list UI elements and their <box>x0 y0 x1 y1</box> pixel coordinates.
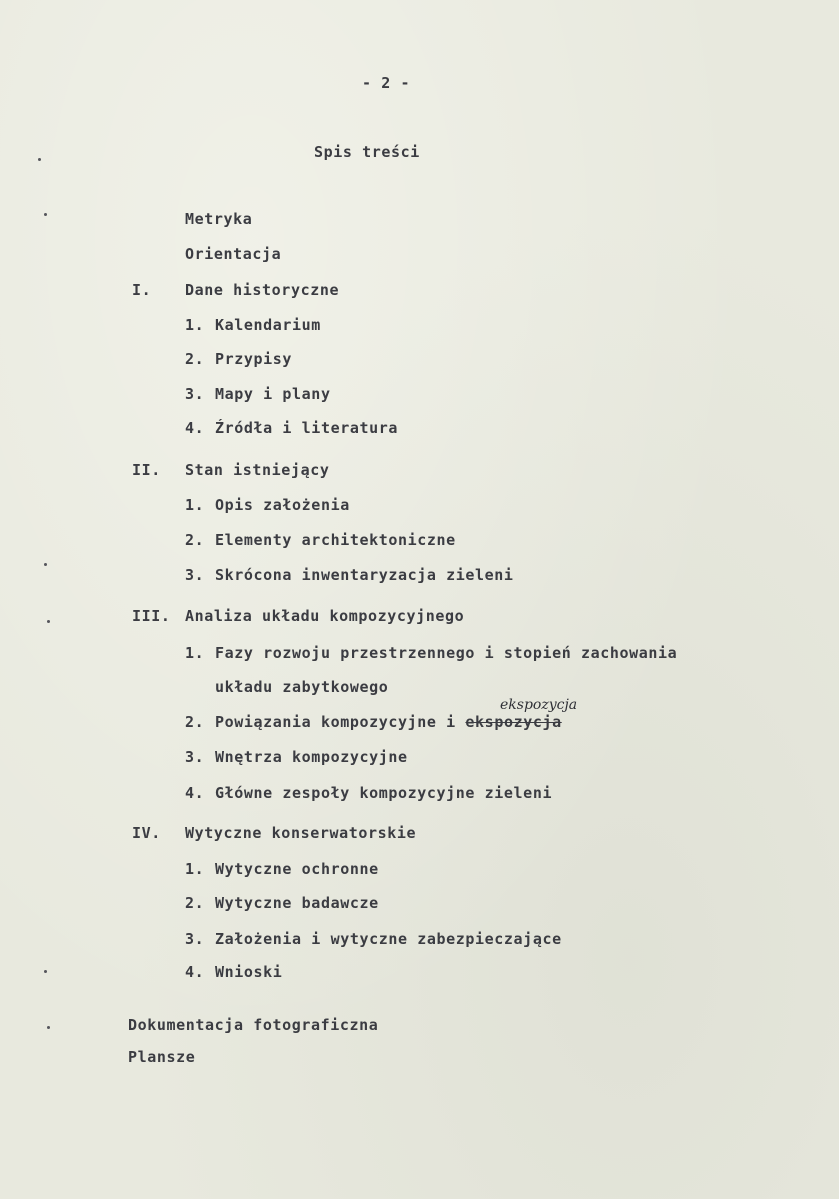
struck-word: ekspozycja <box>465 713 562 731</box>
scan-mark <box>47 620 50 623</box>
item-text: Powiązania kompozycyjne i <box>215 713 456 731</box>
toc-item-3-1-continuation: układu zabytkowego <box>215 678 389 696</box>
section-heading-3 <box>132 607 464 625</box>
toc-item-4-4 <box>185 963 282 981</box>
item-number: 4. <box>185 419 205 437</box>
item-number: 2. <box>185 713 205 731</box>
section-heading-2 <box>132 461 329 479</box>
item-number: 1. <box>185 644 205 662</box>
back-item-photo-documentation: Dokumentacja fotograficzna <box>128 1016 379 1034</box>
item-text: Główne zespoły kompozycyjne zieleni <box>215 784 553 802</box>
section-number: IV. <box>132 824 161 842</box>
item-text: Wytyczne badawcze <box>215 894 379 912</box>
section-title: Wytyczne konserwatorskie <box>185 824 417 842</box>
item-number: 1. <box>185 316 205 334</box>
item-text: Wytyczne ochronne <box>215 860 379 878</box>
toc-item-2-3 <box>185 566 514 584</box>
toc-item-3-2 <box>185 713 562 731</box>
item-number: 2. <box>185 531 205 549</box>
item-text: Skrócona inwentaryzacja zieleni <box>215 566 514 584</box>
item-number: 4. <box>185 963 205 981</box>
item-text: Źródła i literatura <box>215 419 398 437</box>
item-number: 3. <box>185 566 205 584</box>
section-heading-1 <box>132 281 339 299</box>
item-number: 1. <box>185 860 205 878</box>
toc-item-3-1 <box>185 644 677 662</box>
toc-item-2-2 <box>185 531 456 549</box>
back-item-plansze: Plansze <box>128 1048 196 1066</box>
toc-item-1-3 <box>185 385 331 403</box>
item-number: 2. <box>185 350 205 368</box>
toc-item-2-1 <box>185 496 350 514</box>
toc-item-3-4 <box>185 784 552 802</box>
item-number: 3. <box>185 748 205 766</box>
item-number: 3. <box>185 930 205 948</box>
scan-mark <box>44 563 47 566</box>
toc-item-4-3 <box>185 930 562 948</box>
item-text: Mapy i plany <box>215 385 331 403</box>
item-number: 1. <box>185 496 205 514</box>
section-title: Dane historyczne <box>185 281 340 299</box>
toc-item-4-1 <box>185 860 379 878</box>
toc-item-1-2 <box>185 350 292 368</box>
item-number: 3. <box>185 385 205 403</box>
scan-mark <box>44 213 47 216</box>
item-number: 2. <box>185 894 205 912</box>
section-number: I. <box>132 281 152 299</box>
item-text: Przypisy <box>215 350 293 368</box>
section-heading-4 <box>132 824 416 842</box>
toc-item-1-4 <box>185 419 398 437</box>
item-text: Elementy architektoniczne <box>215 531 456 549</box>
item-text: Fazy rozwoju przestrzennego i stopień zachowania <box>215 644 678 662</box>
front-item-orientacja: Orientacja <box>185 245 282 263</box>
toc-item-1-1 <box>185 316 321 334</box>
item-text: Wnętrza kompozycyjne <box>215 748 408 766</box>
section-title: Stan istniejący <box>185 461 330 479</box>
scan-mark <box>44 970 47 973</box>
toc-item-3-3 <box>185 748 408 766</box>
page-number: - 2 - <box>362 74 411 92</box>
item-text: Wnioski <box>215 963 283 981</box>
item-text: Opis założenia <box>215 496 350 514</box>
scan-mark <box>38 158 41 161</box>
scan-mark <box>47 1026 50 1029</box>
item-text: Kalendarium <box>215 316 321 334</box>
toc-item-4-2 <box>185 894 379 912</box>
item-text: Założenia i wytyczne zabezpieczające <box>215 930 562 948</box>
section-title: Analiza układu kompozycyjnego <box>185 607 465 625</box>
handwritten-correction: ekspozycja <box>500 697 578 713</box>
section-number: III. <box>132 607 171 625</box>
page-title: Spis treści <box>314 143 420 161</box>
section-number: II. <box>132 461 161 479</box>
item-number: 4. <box>185 784 205 802</box>
front-item-metryka: Metryka <box>185 210 253 228</box>
